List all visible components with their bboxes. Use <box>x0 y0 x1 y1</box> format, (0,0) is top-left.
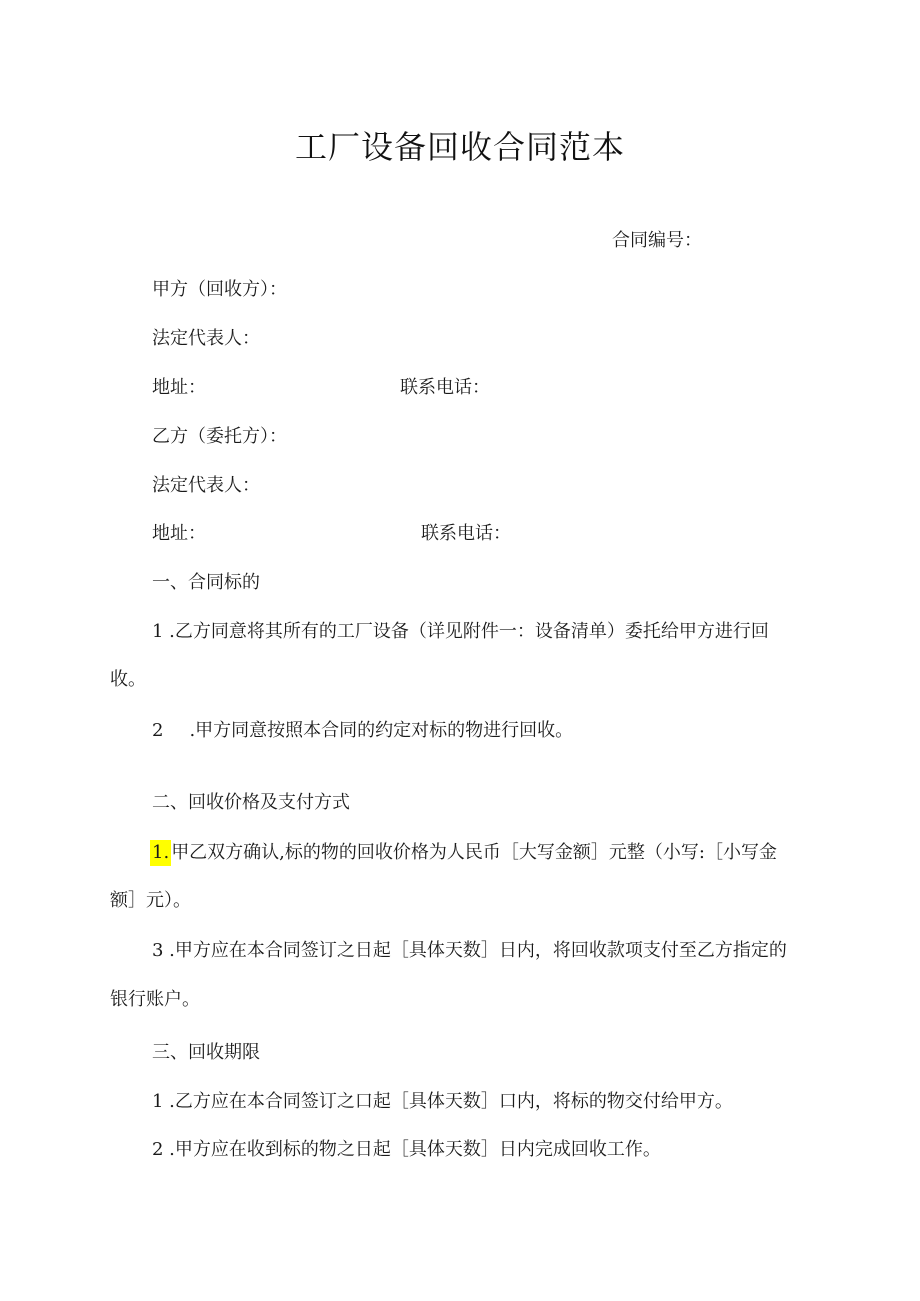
party-a-address-label: 地址： <box>152 377 206 398</box>
party-a-phone-label: 联系电话： <box>400 377 490 398</box>
section-2-item-1 <box>150 840 777 866</box>
section-1-item-2 <box>152 718 573 744</box>
party-b-label: 乙方（委托方）： <box>152 426 287 447</box>
party-b-representative-label: 法定代表人： <box>152 475 260 496</box>
item-number: 2 <box>152 1139 164 1160</box>
section-3-heading: 三、回收期限 <box>152 1042 260 1063</box>
section-1-item-1 <box>152 619 769 645</box>
item-text: .甲方同意按照本合同的约定对标的物进行回收。 <box>189 720 574 741</box>
item-text: 甲乙双方确认,标的物的回收价格为人民币［大写金额］元整（小写:［小写金 <box>171 842 777 863</box>
section-3-item-2 <box>152 1137 661 1163</box>
party-b-address-label: 地址： <box>152 523 206 544</box>
section-2-heading: 二、回收价格及支付方式 <box>152 792 350 813</box>
item-number: 3 <box>152 940 164 961</box>
section-1-heading: 一、合同标的 <box>152 572 260 593</box>
section-1-item-1-continuation: 收。 <box>110 669 146 690</box>
party-a-label: 甲方（回收方）： <box>152 279 287 300</box>
section-2-item-1-continuation: 额］元）。 <box>110 890 191 911</box>
item-text: .甲方应在本合同签订之日起［具体天数］日内，将回收款项支付至乙方指定的 <box>163 940 787 961</box>
item-number: 1 <box>152 621 164 642</box>
party-a-representative-label: 法定代表人： <box>152 328 260 349</box>
item-number: 1 <box>152 1091 164 1112</box>
section-2-item-3-continuation: 银行账户。 <box>110 989 200 1010</box>
item-number: 2 <box>152 720 164 741</box>
contract-number-label: 合同编号： <box>612 230 702 251</box>
item-text: .甲方应在收到标的物之日起［具体天数］日内完成回收工作。 <box>163 1139 661 1160</box>
section-2-item-3 <box>152 938 787 964</box>
item-text: .乙方同意将其所有的工厂设备（详见附件一：设备清单）委托给甲方进行回 <box>163 621 769 642</box>
party-b-phone-label: 联系电话： <box>421 523 511 544</box>
section-3-item-1 <box>152 1089 733 1115</box>
document-title: 工厂设备回收合同范本 <box>294 128 625 166</box>
highlighted-item-number: 1. <box>150 840 171 866</box>
item-text: .乙方应在本合同签订之口起［具体天数］口内，将标的物交付给甲方。 <box>163 1091 733 1112</box>
